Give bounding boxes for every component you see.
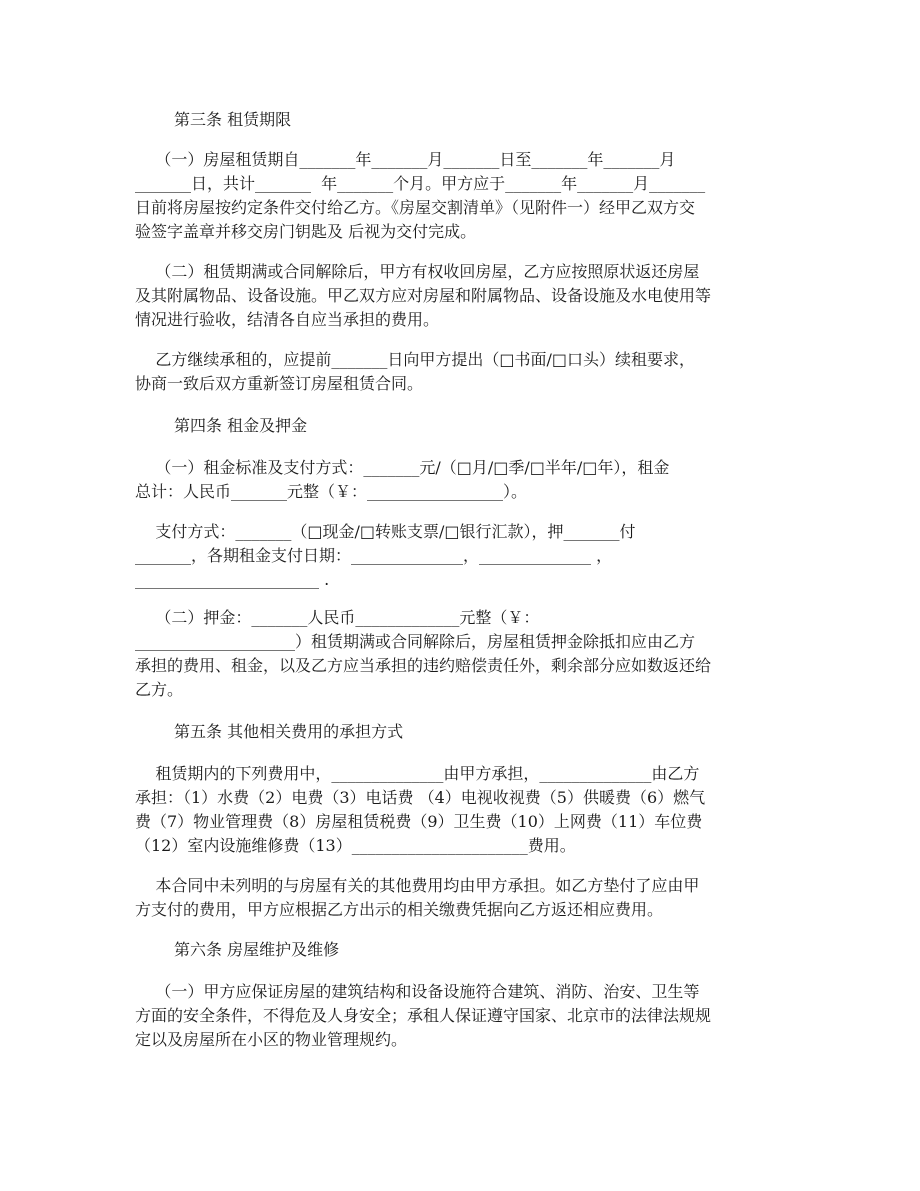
text-line: （一）甲方应保证房屋的建筑结构和设备设施符合建筑、消防、治安、卫生等	[135, 982, 700, 1001]
text-line: 乙方。	[135, 680, 184, 699]
article-4-paragraph-2	[135, 520, 785, 592]
article-4-paragraph-1	[135, 456, 785, 504]
text-line: 总计：人民币_______元整（￥：_________________）。	[135, 482, 528, 501]
text-line: 费（7）物业管理费（8）房屋租赁税费（9）卫生费（10）上网费（11）车位费	[135, 812, 703, 831]
text-line: _______日，共计_______ 年_______个月。甲方应于_______年_______月_______	[135, 174, 706, 193]
text-line: ____________________）租赁期满或合同解除后，房屋租赁押金除抵扣应由乙方	[135, 632, 696, 651]
article-5-paragraph-2	[135, 874, 785, 922]
article-5-paragraph-1	[135, 762, 785, 858]
text-line: 方支付的费用，甲方应根据乙方出示的相关缴费凭据向乙方返还相应费用。	[135, 900, 664, 919]
text-line: （二）租赁期满或合同解除后，甲方有权收回房屋，乙方应按照原状返还房屋	[135, 262, 700, 281]
text-line: 日前将房屋按约定条件交付给乙方。《房屋交割清单》（见附件一）经甲乙双方交	[135, 198, 696, 217]
article-3-paragraph-2	[135, 260, 785, 332]
text-line: _______________________ .	[135, 570, 330, 589]
text-line: 支付方式：_______（□现金/□转账支票/□银行汇款），押_______付	[135, 522, 636, 541]
article-3-heading: 第三条 租赁期限	[174, 110, 292, 129]
text-line: 本合同中未列明的与房屋有关的其他费用均由甲方承担。如乙方垫付了应由甲	[135, 876, 700, 895]
text-line: _______，各期租金支付日期：______________，______________ ，	[135, 546, 613, 565]
text-line: 承担：（1）水费（2）电费（3）电话费 （4）电视收视费（5）供暖费（6）燃气	[135, 788, 706, 807]
article-6-heading: 第六条 房屋维护及维修	[174, 940, 340, 959]
article-4-heading: 第四条 租金及押金	[174, 416, 308, 435]
article-3-paragraph-1	[135, 148, 785, 244]
text-line: 租赁期内的下列费用中，______________由甲方承担，______________由乙方	[135, 764, 700, 783]
text-line: 协商一致后双方重新签订房屋租赁合同。	[135, 374, 424, 393]
text-line: 定以及房屋所在小区的物业管理规约。	[135, 1030, 408, 1049]
text-line: （一）租金标准及支付方式：_______元/（□月/□季/□半年/□年），租金	[135, 458, 670, 477]
text-line: 验签字盖章并移交房门钥匙及 后视为交付完成。	[135, 222, 477, 241]
article-6-paragraph-1	[135, 980, 785, 1052]
text-line: （12）室内设施维修费（13）______________________费用。	[135, 836, 576, 855]
text-line: （二）押金：_______人民币_____________元整（￥：	[135, 608, 540, 627]
text-line: 承担的费用、租金，以及乙方应当承担的违约赔偿责任外，剩余部分应如数返还给	[135, 656, 712, 675]
text-line: 方面的安全条件，不得危及人身安全；承租人保证遵守国家、北京市的法律法规规	[135, 1006, 712, 1025]
text-line: （一）房屋租赁期自_______年_______月_______日至_______年_______月	[135, 150, 676, 169]
article-3-paragraph-3	[135, 348, 785, 396]
article-5-heading: 第五条 其他相关费用的承担方式	[174, 722, 404, 741]
article-4-paragraph-3	[135, 606, 785, 702]
text-line: 情况进行验收，结清各自应当承担的费用。	[135, 310, 440, 329]
text-line: 及其附属物品、设备设施。甲乙双方应对房屋和附属物品、设备设施及水电使用等	[135, 286, 712, 305]
text-line: 乙方继续承租的，应提前_______日向甲方提出（□书面/□口头）续租要求，	[135, 350, 695, 369]
